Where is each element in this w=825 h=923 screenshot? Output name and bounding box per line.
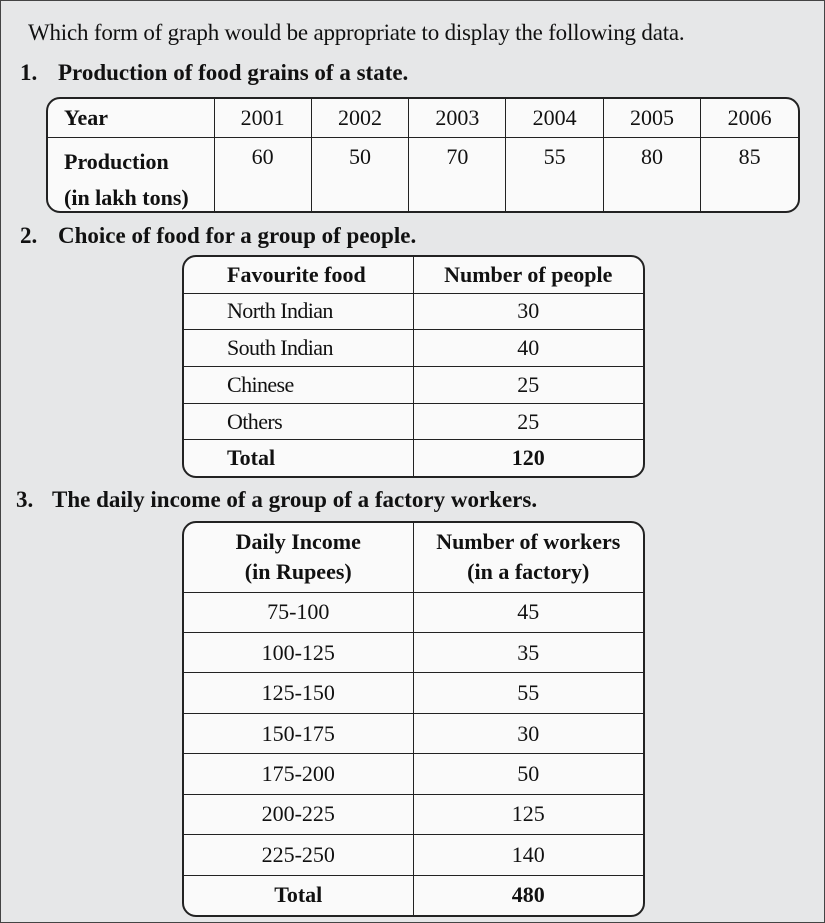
production-cell: 85 [701, 137, 798, 213]
question-2-number: 2. [20, 223, 38, 248]
question-3-heading [16, 487, 537, 513]
header-number-of-workers-line1: Number of workers [436, 529, 621, 555]
people-cell: 40 [413, 330, 643, 367]
income-cell: 125-150 [184, 673, 413, 713]
table-row [184, 673, 643, 713]
workers-cell: 55 [413, 673, 643, 713]
header-daily-income-line2: (in Rupees) [244, 559, 352, 585]
question-2-title: Choice of food for a group of people. [58, 223, 417, 248]
header-number-of-workers [413, 523, 643, 592]
workers-cell: 140 [413, 835, 643, 875]
income-cell: 200-225 [184, 794, 413, 834]
workers-cell: 50 [413, 754, 643, 794]
food-cell: Chinese [184, 366, 413, 403]
year-cell: 2005 [603, 99, 700, 137]
daily-income-table [182, 521, 645, 917]
production-label [48, 137, 214, 213]
workers-cell: 125 [413, 794, 643, 834]
year-cell: 2006 [701, 99, 798, 137]
workers-cell: 45 [413, 592, 643, 632]
food-cell: South Indian [184, 330, 413, 367]
income-cell: 75-100 [184, 592, 413, 632]
question-1-heading [20, 60, 408, 86]
question-1-title: Production of food grains of a state. [58, 60, 409, 85]
production-table [46, 97, 800, 213]
table-row [48, 137, 798, 213]
year-cell: 2001 [214, 99, 311, 137]
production-cell: 50 [311, 137, 408, 213]
income-cell: 225-250 [184, 835, 413, 875]
total-label: Total [184, 440, 413, 476]
table-row [184, 403, 643, 440]
food-choice-table [182, 255, 645, 478]
table-header-row [184, 257, 643, 293]
header-number-of-workers-line2: (in a factory) [467, 559, 590, 585]
table-row [184, 293, 643, 330]
table-row [184, 592, 643, 632]
production-label-line2: (in lakh tons) [64, 184, 189, 210]
production-cell: 60 [214, 137, 311, 213]
income-cell: 100-125 [184, 632, 413, 672]
total-value: 120 [413, 440, 643, 476]
workers-cell: 30 [413, 713, 643, 753]
food-cell: North Indian [184, 293, 413, 330]
header-number-of-people: Number of people [413, 257, 643, 293]
table-row [184, 794, 643, 834]
question-1-number: 1. [20, 60, 38, 85]
question-3-number: 3. [16, 487, 34, 512]
year-cell: 2004 [506, 99, 603, 137]
question-2-heading [20, 223, 416, 249]
workers-cell: 35 [413, 632, 643, 672]
income-cell: 150-175 [184, 713, 413, 753]
production-label-line1: Production [64, 148, 169, 174]
table-total-row [184, 440, 643, 476]
people-cell: 30 [413, 293, 643, 330]
production-cell: 55 [506, 137, 603, 213]
total-label: Total [184, 875, 413, 915]
table-row [48, 99, 798, 137]
header-favourite-food: Favourite food [184, 257, 413, 293]
total-value: 480 [413, 875, 643, 915]
table-row [184, 330, 643, 367]
table-total-row [184, 875, 643, 915]
table-row [184, 754, 643, 794]
intro-text: Which form of graph would be appropriate to display the following data. [28, 20, 685, 45]
year-label: Year [48, 99, 214, 137]
header-daily-income-line1: Daily Income [235, 529, 361, 555]
table-row [184, 835, 643, 875]
production-cell: 80 [603, 137, 700, 213]
people-cell: 25 [413, 403, 643, 440]
food-cell: Others [184, 403, 413, 440]
production-cell: 70 [409, 137, 506, 213]
income-cell: 175-200 [184, 754, 413, 794]
year-cell: 2002 [311, 99, 408, 137]
table-row [184, 713, 643, 753]
table-header-row [184, 523, 643, 592]
question-3-title: The daily income of a group of a factory workers. [52, 487, 538, 512]
table-row [184, 366, 643, 403]
people-cell: 25 [413, 366, 643, 403]
table-row [184, 632, 643, 672]
header-daily-income [184, 523, 413, 592]
year-cell: 2003 [409, 99, 506, 137]
